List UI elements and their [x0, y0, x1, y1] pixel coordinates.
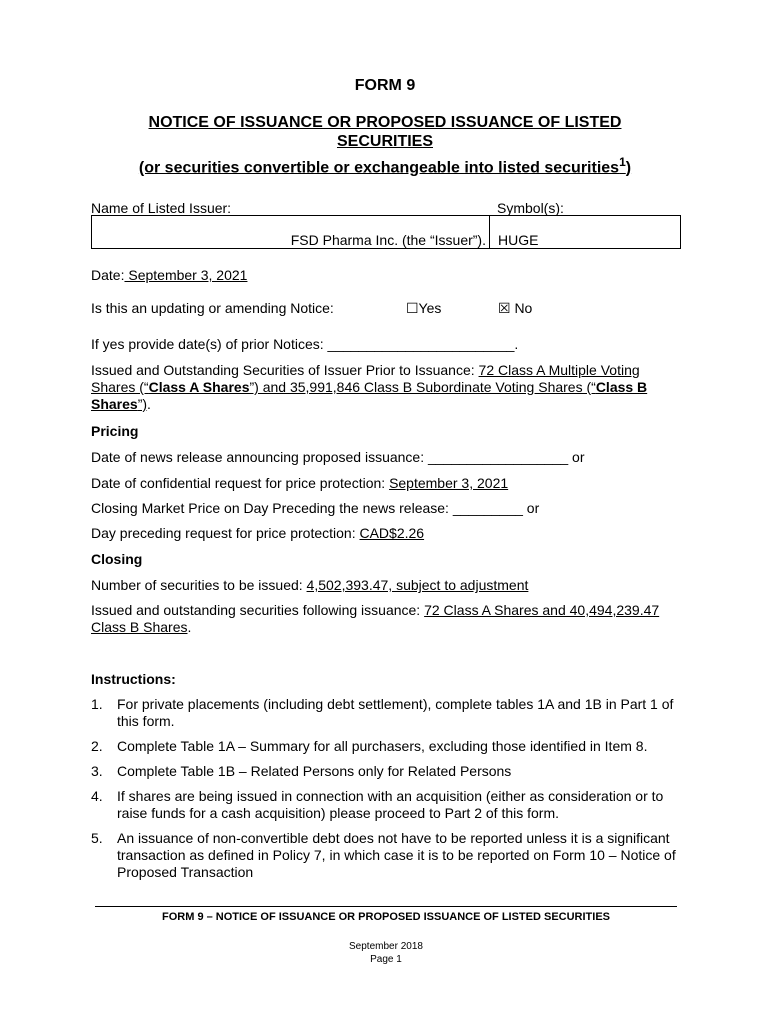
- issuer-name-field[interactable]: FSD Pharma Inc. (the “Issuer”).: [290, 232, 486, 248]
- instructions-heading: Instructions:: [91, 671, 176, 687]
- footer-title: FORM 9 – NOTICE OF ISSUANCE OR PROPOSED ISSUANCE OF LISTED SECURITIES: [162, 911, 610, 923]
- footer-divider: [95, 906, 677, 907]
- securities-issued-row: Number of securities to be issued: 4,502,393.47, subject to adjustment: [91, 577, 529, 593]
- list-item: 3. Complete Table 1B – Related Persons only for Related Persons: [91, 763, 512, 779]
- symbol-field[interactable]: HUGE: [498, 232, 539, 248]
- securities-following-row: Issued and outstanding securities following issuance: 72 Class A Shares and 40,494,239.47 Class B Shares.: [91, 602, 660, 635]
- form-title: FORM 9: [354, 77, 416, 94]
- news-release-date-field[interactable]: Date of news release announcing proposed issuance: __________________ or: [91, 449, 585, 465]
- outstanding-securities-value[interactable]: 72 Class A Multiple Voting Shares (“Class A Shares”) and 35,991,846 Class B Subordinate Voting Shares (“Class B Shares”): [91, 362, 648, 412]
- table-divider: [489, 216, 490, 248]
- securities-issued-value[interactable]: 4,502,393.47, subject to adjustment: [306, 577, 529, 593]
- confidential-request-date[interactable]: September 3, 2021: [389, 475, 509, 491]
- page-number: Page 1: [370, 954, 402, 965]
- outstanding-securities: Issued and Outstanding Securities of Issuer Prior to Issuance: 72 Class A Multiple Voting Shares (“Class A Shares”) and 35,991,846 Class B Subordinate Voting Shares (“Class B Shares”).: [91, 362, 648, 412]
- footer-date: September 2018: [349, 941, 423, 952]
- list-item: 2. Complete Table 1A – Summary for all purchasers, excluding those identified in Item 8.: [91, 738, 648, 754]
- price-protection-value[interactable]: CAD$2.26: [359, 525, 425, 541]
- instructions-list: [91, 696, 681, 889]
- list-item: 5. An issuance of non-convertible debt does not have to be reported unless it is a significant transaction as defined in Policy 7, in which case it is to be reported on Form 10 – Notice of Proposed Transaction: [91, 830, 676, 880]
- issuer-table: [91, 215, 681, 249]
- footer-meta: [95, 940, 677, 966]
- securities-following-value[interactable]: 72 Class A Shares and 40,494,239.47 Class B Shares: [91, 602, 660, 635]
- amending-yes-checkbox[interactable]: ☐Yes: [406, 300, 442, 316]
- confidential-request-row: Date of confidential request for price protection: September 3, 2021: [91, 475, 509, 491]
- issuer-name-label: Name of Listed Issuer:: [91, 200, 232, 216]
- amending-no-checkbox[interactable]: ☒ No: [498, 300, 533, 316]
- closing-market-price-field[interactable]: Closing Market Price on Day Preceding the news release: _________ or: [91, 500, 540, 516]
- pricing-heading: Pricing: [91, 423, 139, 439]
- closing-heading: Closing: [91, 551, 143, 567]
- amending-label: Is this an updating or amending Notice:: [91, 300, 334, 316]
- prior-notices-field[interactable]: If yes provide date(s) of prior Notices: ________________________.: [91, 336, 519, 352]
- symbol-label: Symbol(s):: [497, 200, 564, 216]
- date-field[interactable]: September 3, 2021: [124, 267, 248, 283]
- form-subtitle-convertible: (or securities convertible or exchangeable into listed securities$^1$): [138, 155, 632, 177]
- date-label: Date:: [91, 267, 125, 283]
- form-subtitle: NOTICE OF ISSUANCE OR PROPOSED ISSUANCE OF LISTED SECURITIES: [148, 114, 622, 150]
- date-row: [91, 266, 247, 284]
- day-preceding-row: Day preceding request for price protection: CAD$2.26: [91, 525, 425, 541]
- list-item: 4. If shares are being issued in connection with an acquisition (either as consideration or to raise funds for a cash acquisition) please proceed to Part 2 of this form.: [91, 788, 664, 821]
- list-item: 1. For private placements (including debt settlement), complete tables 1A and 1B in Part 1 of this form.: [91, 696, 674, 729]
- footnote-ref[interactable]: 1: [619, 155, 626, 169]
